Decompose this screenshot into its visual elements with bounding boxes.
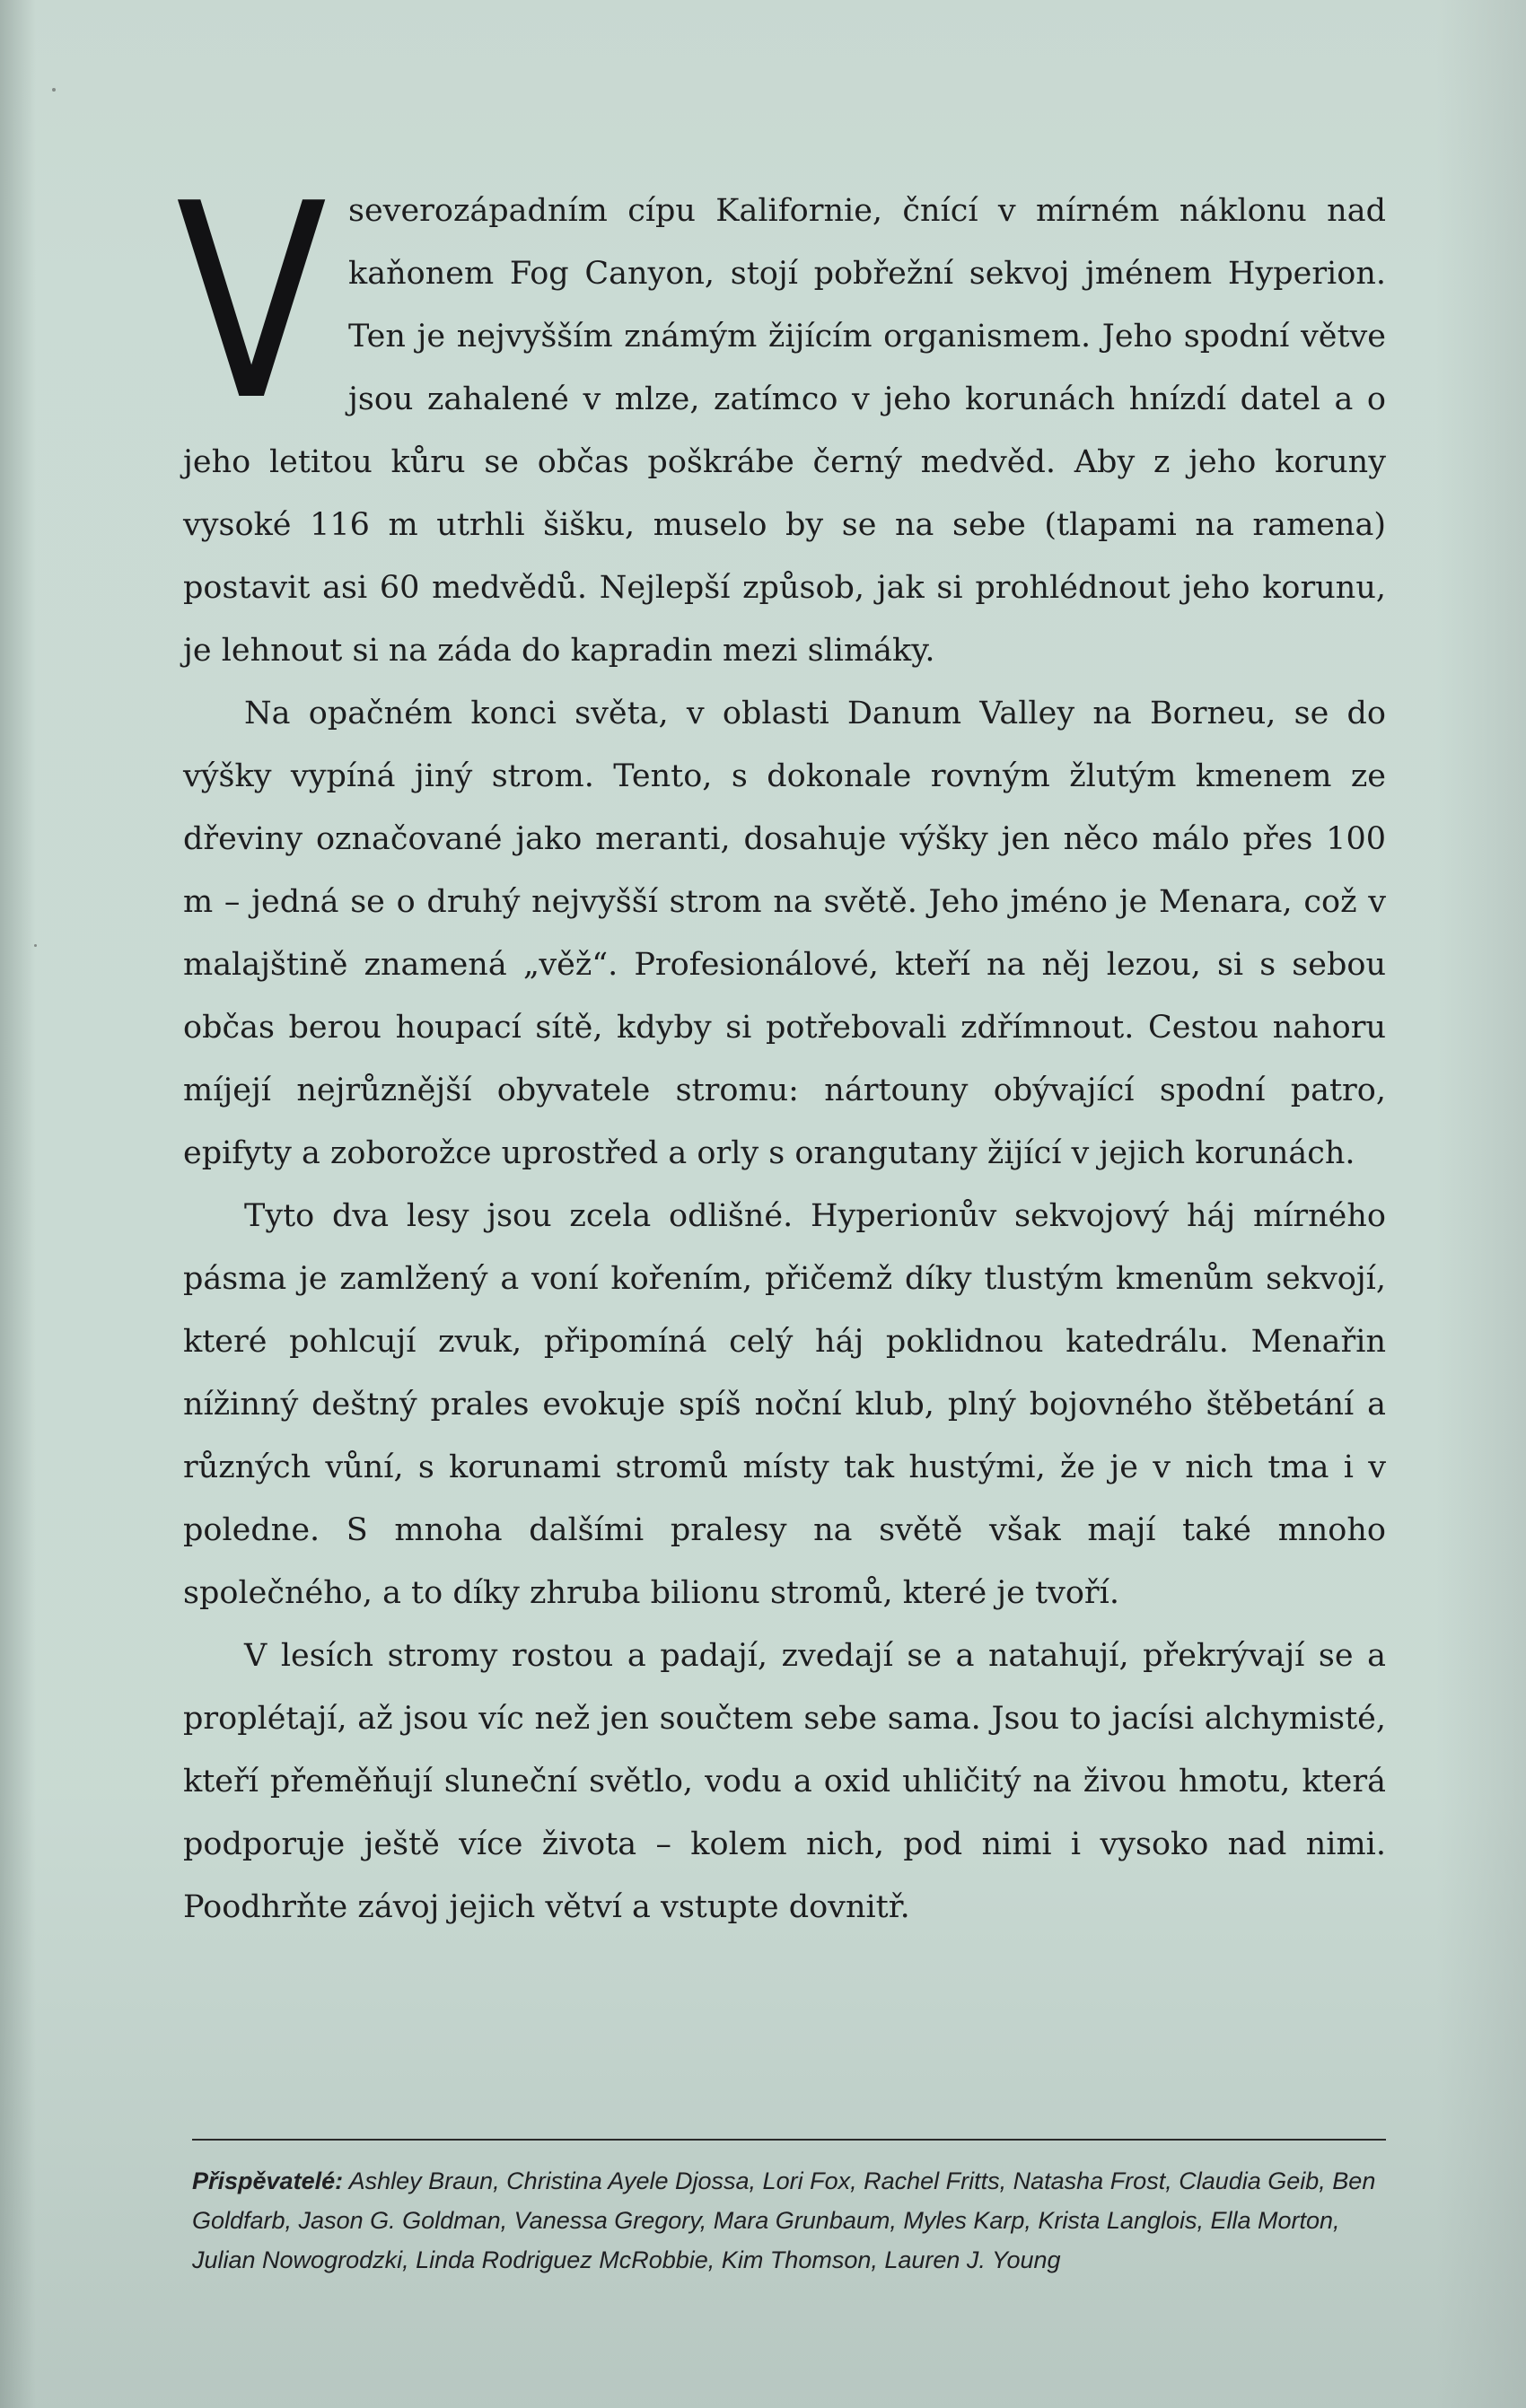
- paragraph-2: Na opačném konci světa, v oblasti Danum Valley na Borneu, se do výšky vypíná jiný strom. Tento, s dokonale rovným žlutým kmenem ze dřeviny označované jako meranti, dosahuje výšky jen něco málo přes 100 m – jedná se o druhý nejvyšší strom na světě. Jeho jméno je Menara, což v malajštině znamená „věž“. Profesionálové, kteří na něj lezou, si s sebou občas berou houpací sítě, kdyby si potřebovali zdřímnout. Cestou nahoru míjejí nejrůznější obyvatele stromu: nártouny obývající spodní patro, epifyty a zoborožce uprostřed a orly s orangutany žijící v jejich korunách.: [183, 696, 1386, 1171]
- article-body: [176, 146, 1386, 1939]
- contributors-label: Přispěvatelé:: [192, 2167, 344, 2194]
- paragraph-3: Tyto dva lesy jsou zcela odlišné. Hyperionův sekvojový háj mírného pásma je zamlžený a voní kořením, přičemž díky tlustým kmenům sekvojí, které pohlcují zvuk, připomíná celý háj poklidnou katedrálu. Menařin nížinný deštný prales evokuje spíš noční klub, plný bojovného štěbetání a různých vůní, s korunami stromů místy tak hustými, že je v nich tma i v poledne. S mnoha dalšími pralesy na světě však mají také mnoho společného, a to díky zhruba bilionu stromů, které je tvoří.: [183, 1198, 1386, 1611]
- paragraph-1-text: severozápadním cípu Kalifornie, čnící v mírném náklonu nad kaňonem Fog Canyon, stojí pobřežní sekvoj jménem Hyperion. Ten je nejvyšším známým žijícím organismem. Jeho spodní větve jsou zahalené v mlze, zatímco v jeho korunách hnízdí datel a o jeho letitou kůru se občas poškrábe černý medvěd. Aby z jeho koruny vysoké 116 m utrhli šišku, muselo by se na sebe (tlapami na ramena) postavit asi 60 medvědů. Nejlepší způsob, jak si prohlédnout jeho korunu, je lehnout si na záda do kapradin mezi slimáky.: [183, 193, 1386, 669]
- paragraph-1: [176, 146, 1386, 682]
- drop-cap: V: [176, 146, 328, 460]
- contributors-divider: [192, 2139, 1386, 2141]
- paper-speck: [52, 88, 56, 92]
- contributors-names: Ashley Braun, Christina Ayele Djossa, Lori Fox, Rachel Fritts, Natasha Frost, Claudia Geib, Ben Goldfarb, Jason G. Goldman, Vanessa Gregory, Mara Grunbaum, Myles Karp, Krista Langlois, Ella Morton, Julian Nowogrodzki, Linda Rodriguez McRobbie, Kim Thomson, Lauren J. Young: [192, 2167, 1376, 2273]
- paper-speck: [34, 944, 37, 947]
- contributors-note: [192, 2161, 1395, 2280]
- paragraph-4: V lesích stromy rostou a padají, zvedají se a natahují, překrývají se a proplétají, až jsou víc než jen součtem sebe sama. Jsou to jacísi alchymisté, kteří přeměňují sluneční světlo, vodu a oxid uhličitý na živou hmotu, která podporuje ještě více života – kolem nich, pod nimi i vysoko nad nimi. Poodhrňte závoj jejich větví a vstupte dovnitř.: [183, 1638, 1386, 1925]
